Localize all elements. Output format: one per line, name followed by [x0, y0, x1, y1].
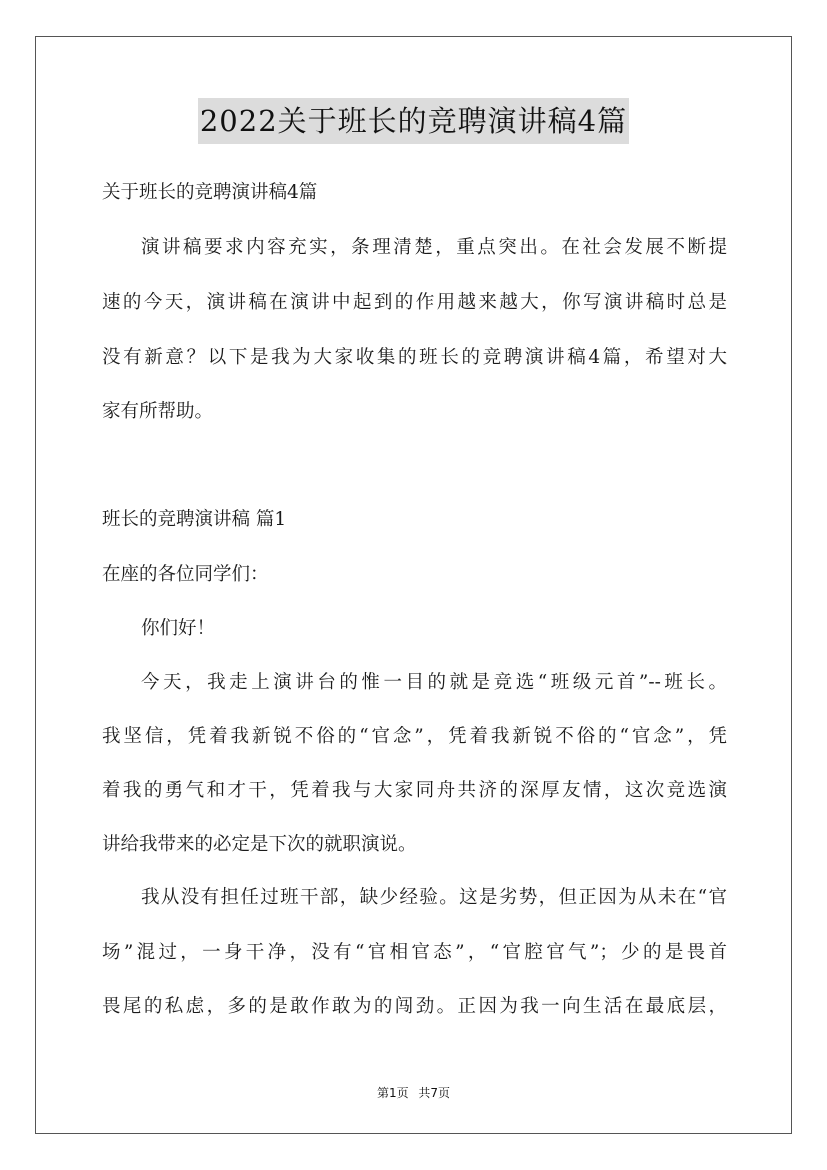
- paragraph-line: 着我的勇气和才干，凭着我与大家同舟共济的深厚友情，这次竞选演: [102, 780, 727, 801]
- document-subtitle: 关于班长的竞聘演讲稿4篇: [102, 182, 318, 203]
- greeting: 你们好！: [141, 618, 216, 639]
- paragraph-line: 没有新意？以下是我为大家收集的班长的竞聘演讲稿4篇，希望对大: [102, 347, 727, 368]
- paragraph-line: 今天，我走上演讲台的惟一目的就是竞选“班级元首”--班长。: [141, 672, 727, 693]
- document-title: 2022关于班长的竞聘演讲稿4篇: [198, 98, 629, 144]
- paragraph-line: 我坚信，凭着我新锐不俗的“官念”，凭着我新锐不俗的“官念”，凭: [102, 726, 727, 747]
- paragraph-line: 场”混过，一身干净，没有“官相官态”，“官腔官气”；少的是畏首: [102, 942, 727, 963]
- paragraph-line: 我从没有担任过班干部，缺少经验。这是劣势，但正因为从未在“官: [141, 887, 727, 908]
- title-container: [0, 98, 827, 144]
- paragraph-line: 畏尾的私虑，多的是敢作敢为的闯劲。正因为我一向生活在最底层，: [102, 996, 727, 1017]
- paragraph-line: 速的今天，演讲稿在演讲中起到的作用越来越大，你写演讲稿时总是: [102, 292, 727, 313]
- page-number: 第1页: [376, 1086, 409, 1100]
- paragraph-line: 讲给我带来的必定是下次的就职演说。: [102, 834, 417, 855]
- page-footer: [0, 1084, 827, 1101]
- paragraph-line: 家有所帮助。: [102, 401, 214, 422]
- salutation: 在座的各位同学们：: [102, 564, 269, 585]
- paragraph-line: 演讲稿要求内容充实，条理清楚，重点突出。在社会发展不断提: [141, 237, 727, 258]
- section-heading: 班长的竞聘演讲稿 篇1: [102, 509, 287, 530]
- page-total: 共7页: [418, 1086, 451, 1100]
